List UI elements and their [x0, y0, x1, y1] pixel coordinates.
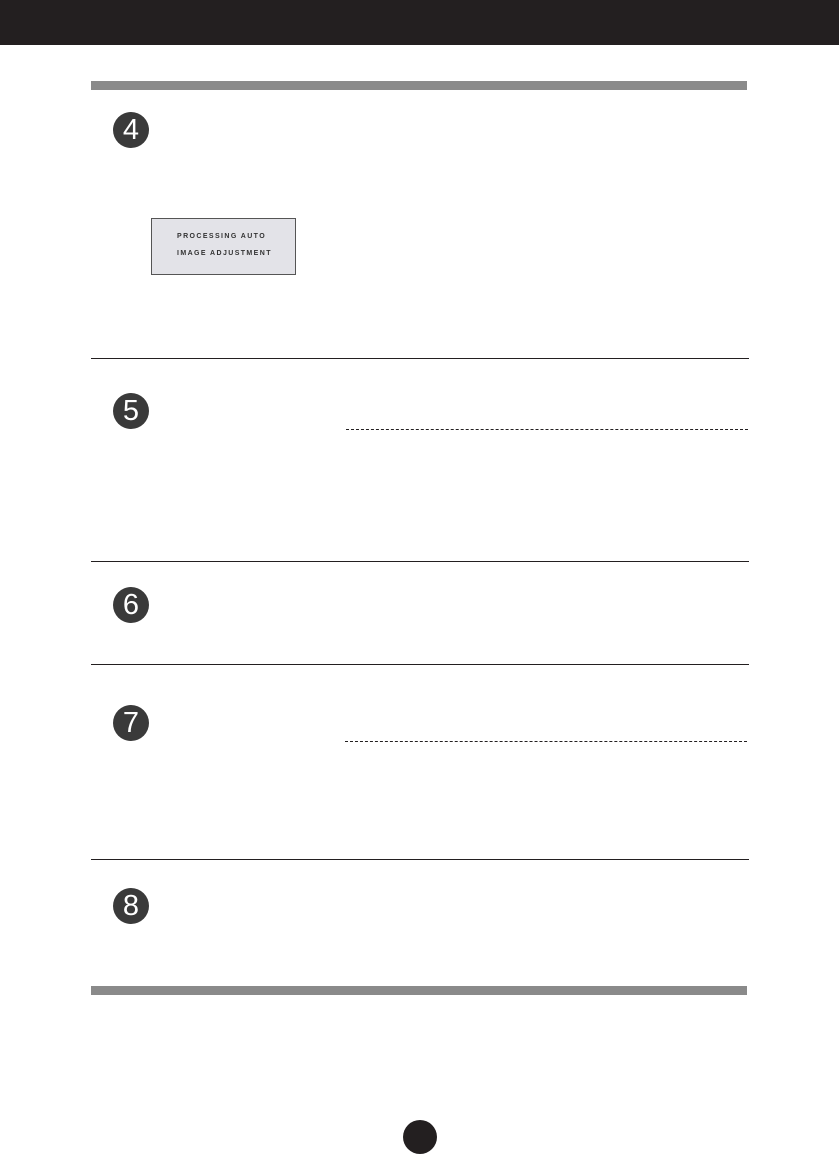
- step-4-badge: 4: [113, 112, 149, 148]
- step-7-badge: 7: [113, 705, 149, 741]
- page-number-dot: [403, 1120, 437, 1154]
- step-6-badge: 6: [113, 587, 149, 623]
- step-5-badge: 5: [113, 393, 149, 429]
- divider-after-step-6: [91, 664, 749, 665]
- divider-after-step-5: [91, 561, 749, 562]
- step-7-dashed-line: [345, 741, 747, 742]
- osd-message-box: [151, 218, 296, 275]
- divider-after-step-4: [91, 358, 749, 359]
- step-8-badge: 8: [113, 888, 149, 924]
- osd-message-line-1: PROCESSING AUTO: [177, 233, 267, 240]
- bottom-section-rule: [91, 986, 747, 995]
- osd-message-line-2: IMAGE ADJUSTMENT: [177, 250, 272, 257]
- divider-after-step-7: [91, 859, 749, 860]
- step-5-dashed-line: [346, 429, 748, 430]
- header-bar: [0, 0, 839, 45]
- top-section-rule: [91, 81, 747, 90]
